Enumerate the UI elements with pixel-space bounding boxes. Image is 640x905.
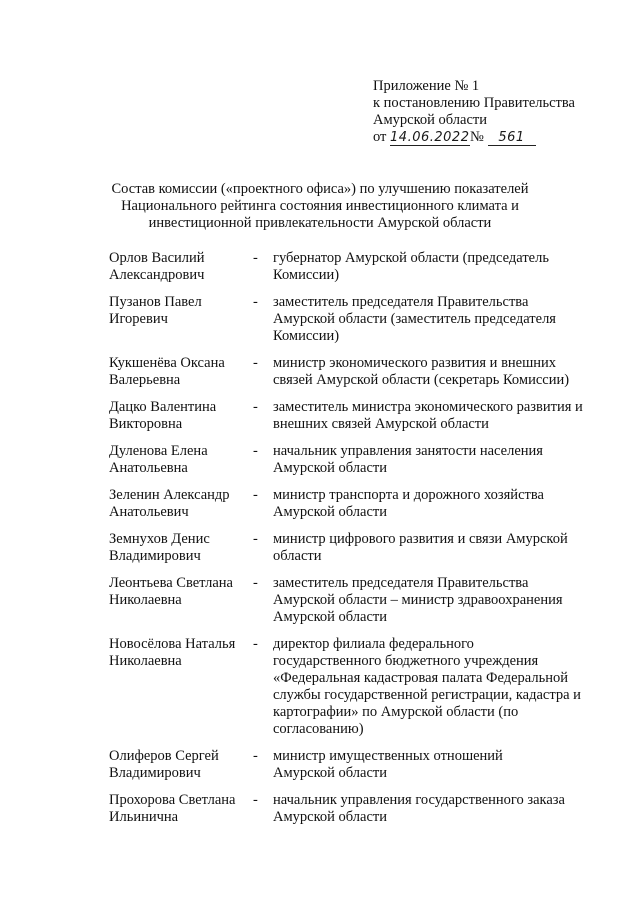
appendix-reference: к постановлению Правительства bbox=[373, 95, 575, 111]
member-role-line: службы государственной регистрации, кадастра и bbox=[273, 687, 581, 703]
member-row bbox=[109, 531, 609, 565]
member-dash: - bbox=[253, 748, 258, 764]
member-role-line: Комиссии) bbox=[273, 328, 340, 344]
member-dash: - bbox=[253, 443, 258, 459]
member-dash: - bbox=[253, 399, 258, 415]
date-value: 14.06.2022 bbox=[390, 130, 470, 145]
member-row bbox=[109, 575, 609, 626]
member-name bbox=[109, 250, 251, 284]
member-name-line: Дацко Валентина bbox=[109, 399, 217, 415]
member-name-line: Леонтьева Светлана bbox=[109, 575, 233, 591]
member-role-line: государственного бюджетного учреждения bbox=[273, 653, 539, 669]
member-role bbox=[273, 575, 609, 626]
member-name bbox=[109, 443, 251, 477]
member-name-line: Игоревич bbox=[109, 311, 168, 327]
member-row bbox=[109, 294, 609, 345]
member-role-line: Амурской области bbox=[273, 460, 387, 476]
member-name-line: Анатольевич bbox=[109, 504, 189, 520]
member-name-line: Александрович bbox=[109, 267, 205, 283]
member-dash: - bbox=[253, 355, 258, 371]
member-role-line: министр транспорта и дорожного хозяйства bbox=[273, 487, 544, 503]
member-role bbox=[273, 399, 609, 433]
member-role bbox=[273, 748, 609, 782]
member-name bbox=[109, 748, 251, 782]
member-name bbox=[109, 531, 251, 565]
member-dash: - bbox=[253, 575, 258, 591]
member-name-line: Прохорова Светлана bbox=[109, 792, 236, 808]
member-row bbox=[109, 399, 609, 433]
member-role-line: заместитель председателя Правительства bbox=[273, 294, 529, 310]
member-dash: - bbox=[253, 531, 258, 547]
number-sign: № bbox=[470, 129, 484, 145]
member-role-line: Амурской области bbox=[273, 609, 387, 625]
member-role-line: области bbox=[273, 548, 322, 564]
member-name bbox=[109, 636, 251, 738]
member-name-line: Анатольевна bbox=[109, 460, 188, 476]
appendix-title: Приложение № 1 bbox=[373, 78, 480, 94]
member-name-line: Викторовна bbox=[109, 416, 183, 432]
appendix-block bbox=[373, 78, 613, 146]
member-role bbox=[273, 294, 609, 345]
member-name bbox=[109, 487, 251, 521]
member-name bbox=[109, 792, 251, 826]
member-dash: - bbox=[253, 636, 258, 652]
member-role-line: начальник управления государственного заказа bbox=[273, 792, 565, 808]
member-role-line: министр экономического развития и внешних bbox=[273, 355, 557, 371]
member-role-line: Амурской области bbox=[273, 765, 387, 781]
member-row bbox=[109, 748, 609, 782]
member-role-line: «Федеральная кадастровая палата Федеральной bbox=[273, 670, 568, 686]
member-role bbox=[273, 487, 609, 521]
member-name bbox=[109, 294, 251, 345]
title-line: инвестиционной привлекательности Амурской области bbox=[148, 215, 492, 231]
member-row bbox=[109, 792, 609, 826]
title-line: Национального рейтинга состояния инвестиционного климата и bbox=[121, 198, 519, 214]
member-role-line: Амурской области (заместитель председателя bbox=[273, 311, 556, 327]
appendix-date-line bbox=[373, 129, 613, 146]
member-role-line: губернатор Амурской области (председатель bbox=[273, 250, 549, 266]
number-value: 561 bbox=[488, 131, 536, 146]
member-name-line: Николаевна bbox=[109, 592, 182, 608]
member-role-line: заместитель председателя Правительства bbox=[273, 575, 529, 591]
member-name-line: Пузанов Павел bbox=[109, 294, 202, 310]
title-line: Состав комиссии («проектного офиса») по улучшению показателей bbox=[111, 181, 529, 197]
member-role bbox=[273, 636, 609, 738]
member-role-line: согласованию) bbox=[273, 721, 364, 737]
member-row bbox=[109, 250, 609, 284]
document-title bbox=[60, 181, 580, 232]
member-name-line: Новосёлова Наталья bbox=[109, 636, 236, 652]
appendix-region: Амурской области bbox=[373, 112, 487, 128]
member-name-line: Николаевна bbox=[109, 653, 182, 669]
member-dash: - bbox=[253, 487, 258, 503]
member-role-line: заместитель министра экономического развития и bbox=[273, 399, 583, 415]
date-prefix: от bbox=[373, 129, 387, 145]
member-name-line: Зеленин Александр bbox=[109, 487, 230, 503]
member-role-line: связей Амурской области (секретарь Комиссии) bbox=[273, 372, 570, 388]
member-role-line: Амурской области bbox=[273, 504, 387, 520]
member-row bbox=[109, 355, 609, 389]
member-role-line: начальник управления занятости населения bbox=[273, 443, 543, 459]
member-name bbox=[109, 399, 251, 433]
member-dash: - bbox=[253, 294, 258, 310]
member-name-line: Ильинична bbox=[109, 809, 179, 825]
member-name-line: Владимирович bbox=[109, 548, 201, 564]
member-row bbox=[109, 443, 609, 477]
member-role-line: министр имущественных отношений bbox=[273, 748, 503, 764]
member-name bbox=[109, 355, 251, 389]
member-name-line: Орлов Василий bbox=[109, 250, 205, 266]
member-role-line: Амурской области bbox=[273, 809, 387, 825]
member-role bbox=[273, 531, 609, 565]
member-role bbox=[273, 250, 609, 284]
member-name-line: Олиферов Сергей bbox=[109, 748, 219, 764]
member-role bbox=[273, 792, 609, 826]
member-role-line: директор филиала федерального bbox=[273, 636, 474, 652]
member-name bbox=[109, 575, 251, 626]
member-role bbox=[273, 355, 609, 389]
member-row bbox=[109, 487, 609, 521]
member-role-line: министр цифрового развития и связи Амурской bbox=[273, 531, 568, 547]
member-name-line: Земнухов Денис bbox=[109, 531, 210, 547]
member-dash: - bbox=[253, 792, 258, 808]
member-row bbox=[109, 636, 609, 738]
member-role-line: внешних связей Амурской области bbox=[273, 416, 489, 432]
member-role-line: Комиссии) bbox=[273, 267, 340, 283]
member-dash: - bbox=[253, 250, 258, 266]
member-role bbox=[273, 443, 609, 477]
member-name-line: Кукшенёва Оксана bbox=[109, 355, 225, 371]
member-name-line: Владимирович bbox=[109, 765, 201, 781]
member-role-line: Амурской области – министр здравоохранения bbox=[273, 592, 563, 608]
member-name-line: Дуленова Елена bbox=[109, 443, 208, 459]
member-name-line: Валерьевна bbox=[109, 372, 181, 388]
member-role-line: картографии» по Амурской области (по bbox=[273, 704, 519, 720]
members-list bbox=[109, 250, 609, 836]
